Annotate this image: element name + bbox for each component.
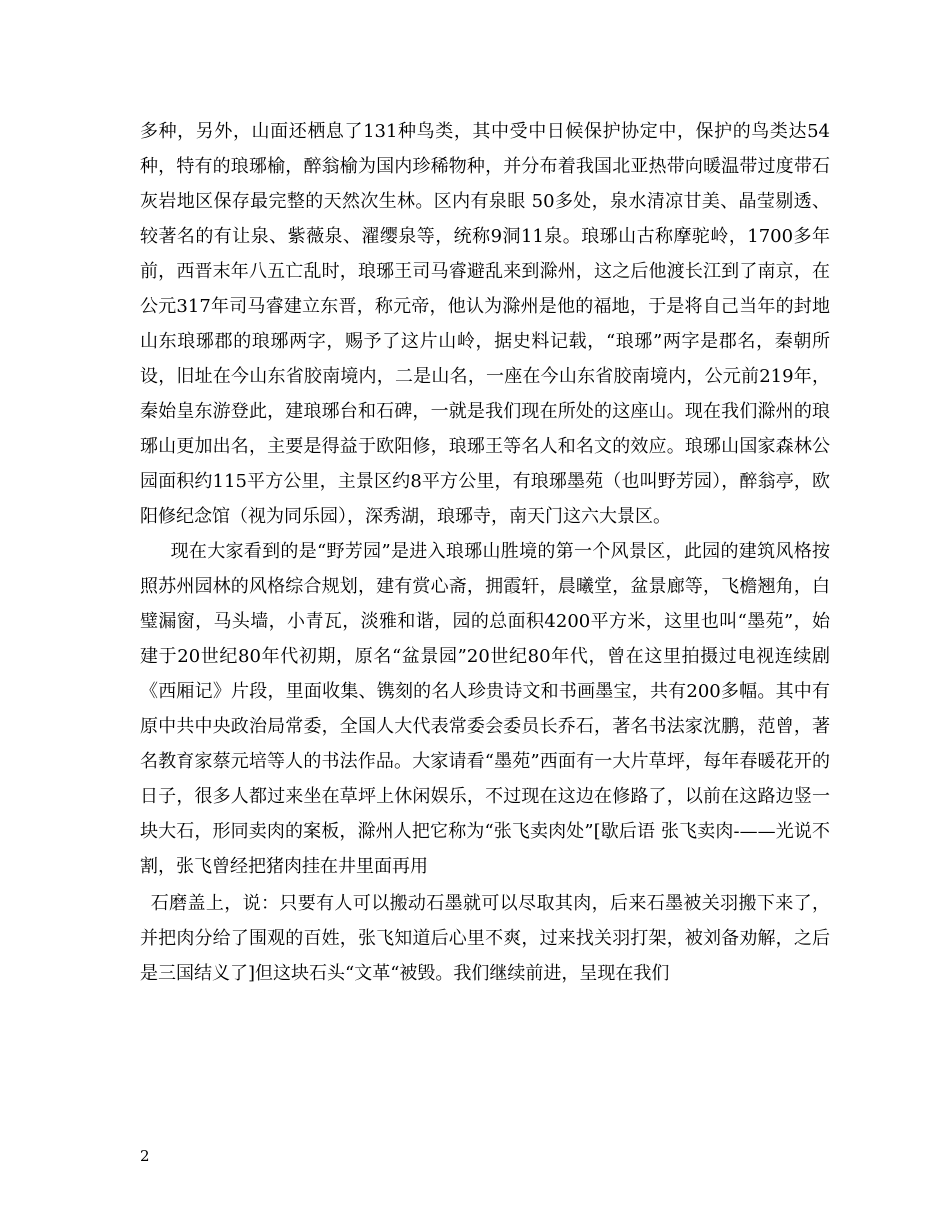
document-body	[140, 114, 830, 991]
paragraph-3: 石磨盖上，说：只要有人可以搬动石墨就可以尽取其肉，后来石墨被关羽搬下来了，并把肉分给了围观的百姓，张飞知道后心里不爽，过来找关羽打架，被刘备劝解，之后是三国结义了]但这块石头“文革“被毁。我们继续前进，呈现在我们	[140, 893, 830, 984]
paragraph-1: 多种，另外，山面还栖息了131种鸟类，其中受中日候保护协定中，保护的鸟类达54种，特有的琅琊榆，醉翁榆为国内珍稀物种，并分布着我国北亚热带向暖温带过度带石灰岩地区保存最完整的天然次生林。区内有泉眼 50多处，泉水清凉甘美、晶莹剔透、较著名的有让泉、紫薇泉、濯缨泉等，统称9洞11泉。琅琊山古称摩驼岭，1700多年前，西晋末年八五亡乱时，琅琊王司马睿避乱来到滁州，这之后他渡长江到了南京，在公元317年司马睿建立东晋，称元帝，他认为滁州是他的福地，于是将自己当年的封地山东琅琊郡的琅琊两字，赐予了这片山岭，据史料记载，“琅琊”两字是郡名，秦朝所设，旧址在今山东省胶南境内，二是山名，一座在今山东省胶南境内，公元前219年，秦始皇东游登此，建琅琊台和石碑，一就是我们现在所处的这座山。现在我们滁州的琅琊山更加出名，主要是得益于欧阳修，琅琊王等名人和名文的效应。琅琊山国家森林公园面积约115平方公里，主景区约8平方公里，有琅琊墨苑（也叫野芳园），醉翁亭，欧阳修纪念馆（视为同乐园），深秀湖，琅琊寺，南天门这六大景区。	[140, 121, 830, 527]
paragraph-2: 现在大家看到的是“野芳园”是进入琅琊山胜境的第一个风景区，此园的建筑风格按照苏州园林的风格综合规划，建有赏心斋，拥霞轩，晨曦堂，盆景廊等，飞檐翘角，白璧漏窗，马头墙，小青瓦，淡雅和谐，园的总面积4200平方米，这里也叫“墨苑”，始建于20世纪80年代初期，原名“盆景园”20世纪80年代，曾在这里拍摄过电视连续剧《西厢记》片段，里面收集、镌刻的名人珍贵诗文和书画墨宝，共有200多幅。其中有原中共中央政治局常委，全国人大代表常委会委员长乔石，著名书法家沈鹏，范曾，著名教育家蔡元培等人的书法作品。大家请看“墨苑”西面有一大片草坪，每年春暖花开的日子，很多人都过来坐在草坪上休闲娱乐，不过现在这边在修路了，以前在这路边竖一块大石，形同卖肉的案板，滁州人把它称为“张飞卖肉处”[歇后语 张飞卖肉-——光说不割，张飞曾经把猪肉挂在井里面再用	[140, 541, 830, 877]
page-number: 2	[140, 1147, 150, 1165]
